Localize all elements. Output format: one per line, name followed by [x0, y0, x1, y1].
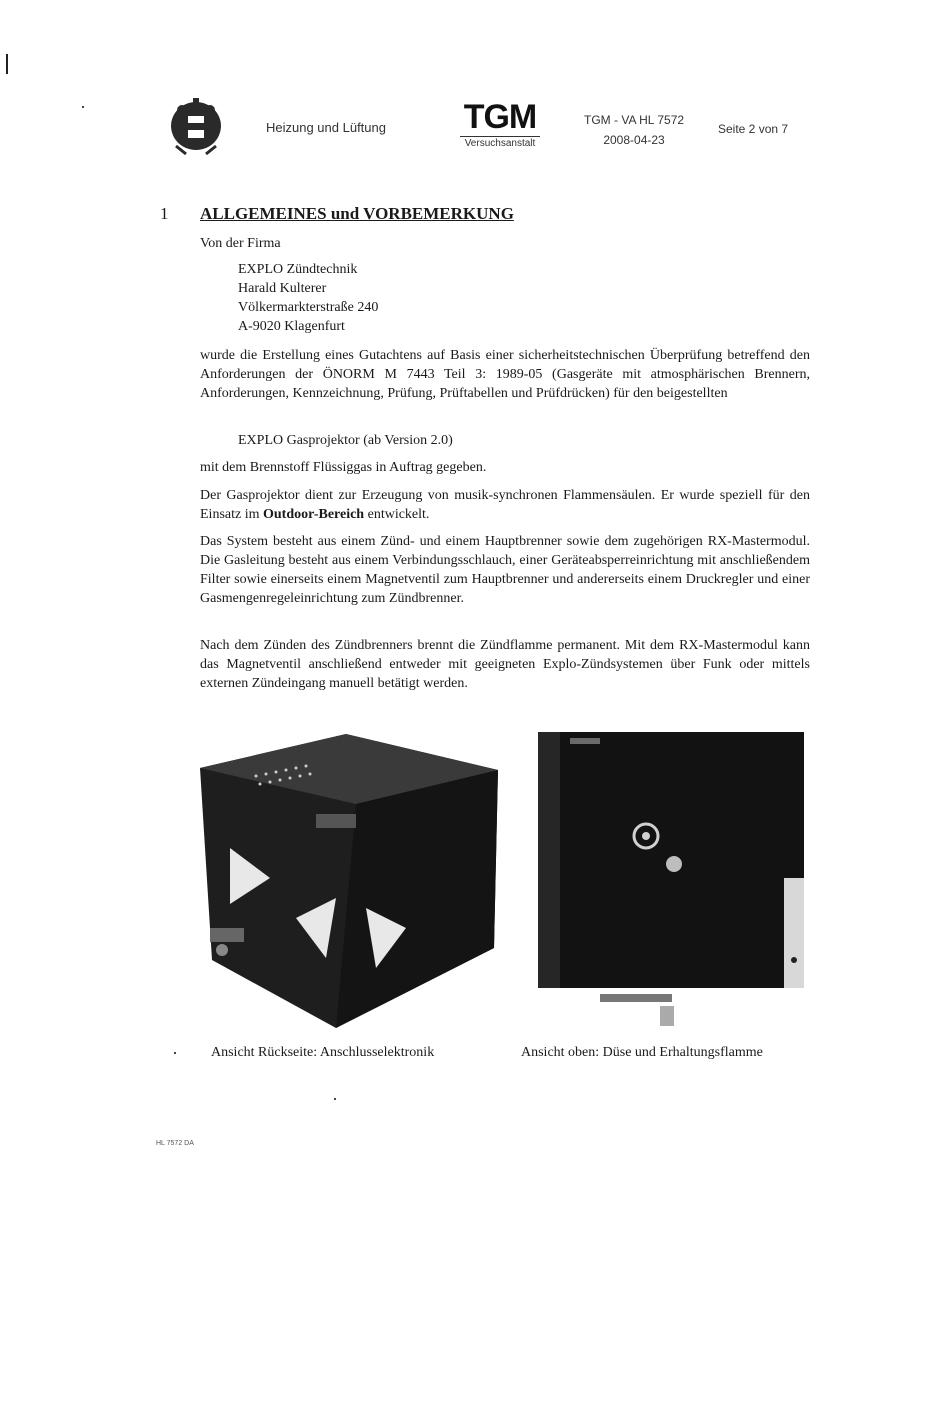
- paragraph-3-bold: Outdoor-Bereich: [263, 507, 365, 522]
- product-name: EXPLO Gasprojektor (ab Version 2.0): [238, 433, 453, 448]
- address-line: Harald Kulterer: [238, 281, 327, 296]
- logo-text: TGM: [463, 98, 537, 136]
- paragraph-5: Nach dem Zünden des Zündbrenners brennt die Zündflamme permanent. Mit dem RX-Mastermodul kann das Magnetventil anschließend entweder mit geeigneten Explo-Zündsystemen über Funk oder mittels externen Zündeingang manuell betätigt werden.: [200, 638, 810, 691]
- scan-speck: [174, 1052, 176, 1054]
- header-reference-block: [584, 110, 684, 150]
- caption-rear-view: Ansicht Rückseite: Anschlusselektronik: [211, 1045, 435, 1060]
- footer-document-code: HL 7572 DA: [156, 1140, 194, 1147]
- header-page-number: Seite 2 von 7: [718, 122, 789, 136]
- paragraph-2: mit dem Brennstoff Flüssiggas in Auftrag gegeben.: [200, 460, 487, 475]
- address-block: [238, 260, 378, 336]
- scan-speck: [82, 106, 84, 108]
- section-number: 1: [160, 204, 169, 223]
- paragraph-1: wurde die Erstellung eines Gutachtens auf Basis einer sicherheitstechnischen Überprüfung betreffend den Anforderungen der ÖNORM M 7443 Teil 3: 1989-05 (Gasgeräte mit atmosphärischen Brennern, Anforderungen, Kennzeichnung, Prüfung, Prüftabellen und Prüfdrücken) für den beigestellten: [200, 348, 810, 401]
- paragraph-3-text-b: entwickelt.: [364, 507, 430, 522]
- header-date: 2008-04-23: [603, 133, 665, 147]
- tgm-logo: [460, 100, 540, 149]
- paragraph-3-text-a: Der Gasprojektor dient zur Erzeugung von musik-synchronen Flammensäulen. Er wurde speziell für den Einsatz im: [200, 488, 810, 522]
- scan-artifact: [6, 54, 8, 74]
- header-department: Heizung und Lüftung: [266, 120, 386, 135]
- address-line: EXPLO Zündtechnik: [238, 262, 358, 277]
- photo-top-view: [534, 728, 808, 1034]
- photo-rear-view: [196, 728, 502, 1034]
- scan-speck: [334, 1098, 336, 1100]
- intro-text: Von der Firma: [200, 236, 281, 251]
- logo-subtext: Versuchsanstalt: [460, 136, 540, 149]
- address-line: Völkermarkterstraße 240: [238, 300, 379, 315]
- header-reference: TGM - VA HL 7572: [584, 113, 685, 127]
- paragraph-4: Das System besteht aus einem Zünd- und einem Hauptbrenner sowie dem zugehörigen RX-Mastermodul. Die Gasleitung besteht aus einem Verbindungsschlauch, einer Geräteabsperreinrichtung mit anschließendem Filter sowie einerseits einem Magnetventil zum Hauptbrenner und andererseits einem Druckregler und einer Gasmengenregeleinrichtung zum Zündbrenner.: [200, 534, 810, 606]
- section-title: ALLGEMEINES und VORBEMERKUNG: [200, 204, 514, 223]
- paragraph-3: [200, 486, 810, 524]
- caption-top-view: Ansicht oben: Düse und Erhaltungsflamme: [521, 1045, 763, 1060]
- address-line: A-9020 Klagenfurt: [238, 319, 345, 334]
- austrian-eagle-icon: [168, 96, 224, 156]
